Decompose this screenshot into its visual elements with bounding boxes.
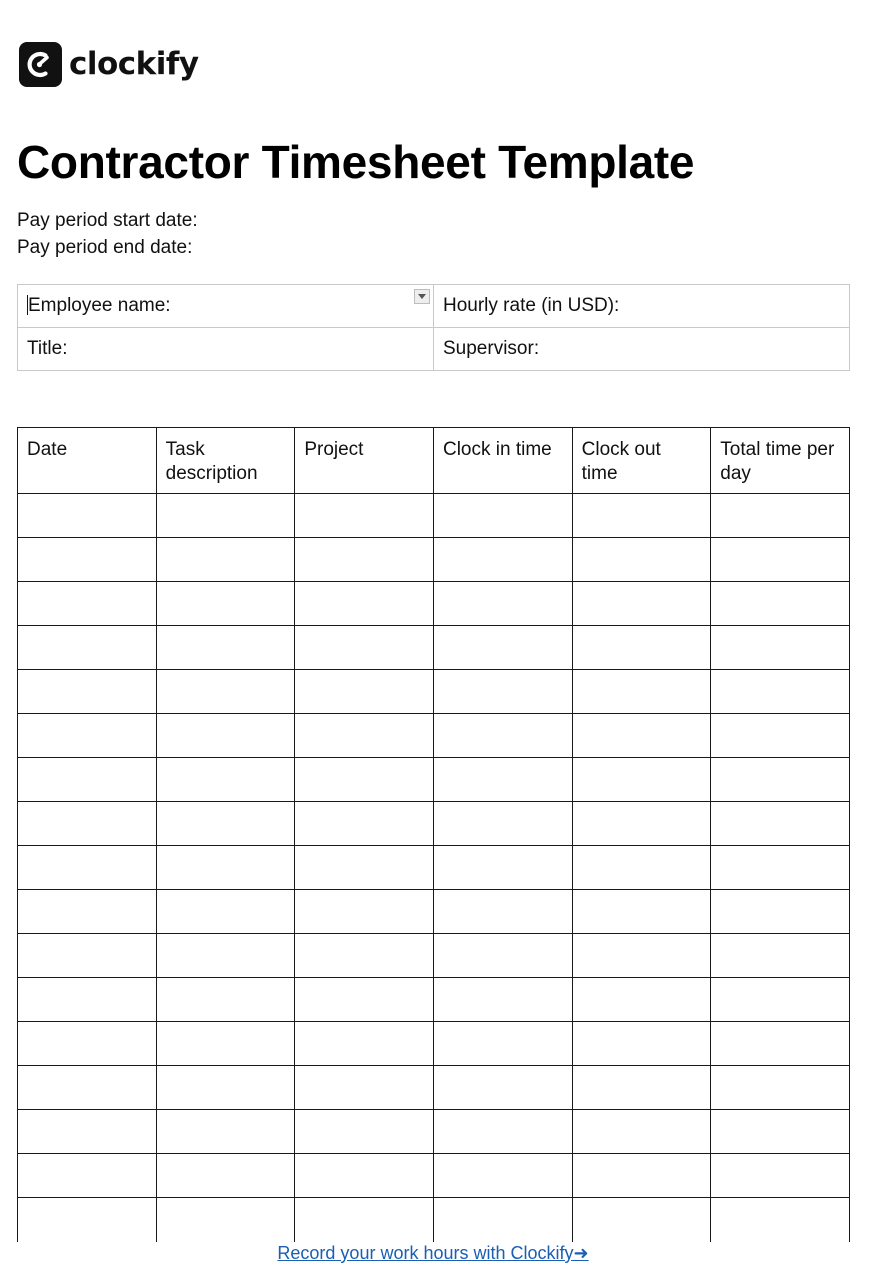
table-cell[interactable]	[433, 1110, 572, 1154]
table-cell[interactable]	[572, 846, 711, 890]
table-cell[interactable]	[711, 714, 850, 758]
table-row	[18, 626, 850, 670]
table-cell[interactable]	[18, 582, 157, 626]
table-cell[interactable]	[18, 1110, 157, 1154]
table-row	[18, 1154, 850, 1198]
table-cell[interactable]	[295, 538, 434, 582]
table-row	[18, 714, 850, 758]
brand-name: clockify	[69, 46, 199, 82]
table-cell[interactable]	[572, 626, 711, 670]
table-cell[interactable]	[433, 582, 572, 626]
page-title: Contractor Timesheet Template	[17, 136, 695, 188]
clockify-logo	[19, 41, 199, 87]
table-cell[interactable]	[433, 626, 572, 670]
table-cell[interactable]	[156, 494, 295, 538]
table-cell[interactable]	[156, 846, 295, 890]
chevron-down-icon[interactable]	[414, 289, 430, 304]
table-cell[interactable]	[711, 1110, 850, 1154]
table-cell[interactable]	[711, 494, 850, 538]
table-cell[interactable]	[295, 670, 434, 714]
hourly-rate-cell[interactable]	[434, 285, 850, 328]
table-cell[interactable]	[572, 758, 711, 802]
table-row	[18, 494, 850, 538]
table-cell[interactable]	[156, 670, 295, 714]
pay-period-end-label[interactable]: Pay period end date:	[17, 237, 193, 258]
table-cell[interactable]	[711, 934, 850, 978]
table-cell[interactable]	[156, 802, 295, 846]
table-row	[18, 538, 850, 582]
table-row	[18, 1066, 850, 1110]
table-cell[interactable]	[156, 934, 295, 978]
column-header-project: Project	[295, 428, 434, 494]
title-cell[interactable]	[18, 328, 434, 371]
employee-name-label: Employee name:	[28, 295, 171, 316]
table-cell[interactable]	[295, 758, 434, 802]
record-hours-link[interactable]: Record your work hours with Clockify➜	[277, 1243, 589, 1263]
table-cell[interactable]	[295, 846, 434, 890]
table-cell[interactable]	[156, 714, 295, 758]
table-cell[interactable]	[433, 1154, 572, 1198]
table-cell[interactable]	[295, 1022, 434, 1066]
table-cell[interactable]	[433, 670, 572, 714]
table-cell[interactable]	[156, 1154, 295, 1198]
table-cell[interactable]	[433, 934, 572, 978]
table-cell[interactable]	[295, 978, 434, 1022]
table-cell[interactable]	[433, 494, 572, 538]
table-row	[18, 670, 850, 714]
table-cell[interactable]	[433, 1022, 572, 1066]
timesheet-body	[18, 494, 850, 1242]
table-cell[interactable]	[18, 846, 157, 890]
table-cell[interactable]	[295, 1154, 434, 1198]
table-cell[interactable]	[295, 626, 434, 670]
table-cell[interactable]	[572, 670, 711, 714]
table-cell[interactable]	[711, 1154, 850, 1198]
table-cell[interactable]	[295, 1198, 434, 1242]
table-cell[interactable]	[295, 714, 434, 758]
table-cell[interactable]	[711, 582, 850, 626]
table-cell[interactable]	[295, 890, 434, 934]
table-cell[interactable]	[295, 934, 434, 978]
table-cell[interactable]	[18, 890, 157, 934]
table-cell[interactable]	[572, 1198, 711, 1242]
table-cell[interactable]	[572, 582, 711, 626]
table-cell[interactable]	[433, 1198, 572, 1242]
table-row	[18, 1198, 850, 1242]
table-cell[interactable]	[18, 802, 157, 846]
table-cell[interactable]	[18, 538, 157, 582]
table-cell[interactable]	[18, 1066, 157, 1110]
table-cell[interactable]	[572, 714, 711, 758]
text-cursor	[27, 295, 28, 315]
table-cell[interactable]	[156, 978, 295, 1022]
table-cell[interactable]	[711, 758, 850, 802]
table-cell[interactable]	[18, 1198, 157, 1242]
table-row	[18, 582, 850, 626]
table-cell[interactable]	[433, 802, 572, 846]
employee-info-table	[17, 284, 850, 371]
table-cell[interactable]	[711, 1198, 850, 1242]
table-cell[interactable]	[156, 1110, 295, 1154]
table-cell[interactable]	[156, 1198, 295, 1242]
title-label: Title:	[27, 338, 68, 359]
clockify-c-icon	[19, 42, 62, 87]
table-cell[interactable]	[572, 494, 711, 538]
supervisor-label: Supervisor:	[443, 338, 540, 359]
table-cell[interactable]	[572, 934, 711, 978]
table-row	[18, 846, 850, 890]
table-cell[interactable]	[156, 758, 295, 802]
table-cell[interactable]	[18, 626, 157, 670]
table-cell[interactable]	[433, 758, 572, 802]
supervisor-cell[interactable]	[434, 328, 850, 371]
table-cell[interactable]	[433, 538, 572, 582]
table-cell[interactable]	[295, 1110, 434, 1154]
table-cell[interactable]	[156, 1022, 295, 1066]
table-cell[interactable]	[572, 1066, 711, 1110]
table-cell[interactable]	[711, 670, 850, 714]
table-cell[interactable]	[156, 1066, 295, 1110]
table-cell[interactable]	[18, 714, 157, 758]
table-cell[interactable]	[433, 846, 572, 890]
table-cell[interactable]	[711, 978, 850, 1022]
table-cell[interactable]	[433, 714, 572, 758]
timesheet-table	[17, 427, 850, 1242]
column-header-clock-in-time: Clock in time	[433, 428, 572, 494]
table-cell[interactable]	[572, 1110, 711, 1154]
table-row	[18, 1110, 850, 1154]
hourly-rate-label: Hourly rate (in USD):	[443, 295, 620, 316]
table-cell[interactable]	[18, 934, 157, 978]
employee-name-cell[interactable]	[18, 285, 434, 328]
table-cell[interactable]	[156, 582, 295, 626]
table-row	[18, 890, 850, 934]
table-cell[interactable]	[18, 1154, 157, 1198]
table-cell[interactable]	[711, 1022, 850, 1066]
column-header-total-time-per-day: Total time per day	[711, 428, 850, 494]
table-cell[interactable]	[18, 1022, 157, 1066]
table-cell[interactable]	[711, 890, 850, 934]
table-cell[interactable]	[711, 538, 850, 582]
table-cell[interactable]	[433, 978, 572, 1022]
table-cell[interactable]	[711, 626, 850, 670]
table-row	[18, 934, 850, 978]
table-cell[interactable]	[572, 538, 711, 582]
column-header-date: Date	[18, 428, 157, 494]
table-cell[interactable]	[295, 582, 434, 626]
table-cell[interactable]	[295, 494, 434, 538]
table-cell[interactable]	[572, 1154, 711, 1198]
table-cell[interactable]	[18, 758, 157, 802]
table-cell[interactable]	[295, 1066, 434, 1110]
table-cell[interactable]	[433, 890, 572, 934]
table-cell[interactable]	[572, 890, 711, 934]
table-cell[interactable]	[711, 1066, 850, 1110]
column-header-clock-out-time: Clock out time	[572, 428, 711, 494]
table-cell[interactable]	[711, 802, 850, 846]
column-header-task-description: Task description	[156, 428, 295, 494]
table-cell[interactable]	[711, 846, 850, 890]
timesheet-header-row	[18, 428, 850, 494]
table-cell[interactable]	[295, 802, 434, 846]
table-cell[interactable]	[433, 1066, 572, 1110]
table-row	[18, 978, 850, 1022]
table-cell[interactable]	[18, 494, 157, 538]
table-cell[interactable]	[156, 626, 295, 670]
table-cell[interactable]	[572, 802, 711, 846]
pay-period-start-label[interactable]: Pay period start date:	[17, 210, 198, 231]
table-row	[18, 802, 850, 846]
table-cell[interactable]	[572, 978, 711, 1022]
table-cell[interactable]	[156, 890, 295, 934]
table-cell[interactable]	[18, 670, 157, 714]
table-row	[18, 1022, 850, 1066]
table-cell[interactable]	[572, 1022, 711, 1066]
table-cell[interactable]	[156, 538, 295, 582]
table-cell[interactable]	[18, 978, 157, 1022]
table-row	[18, 758, 850, 802]
